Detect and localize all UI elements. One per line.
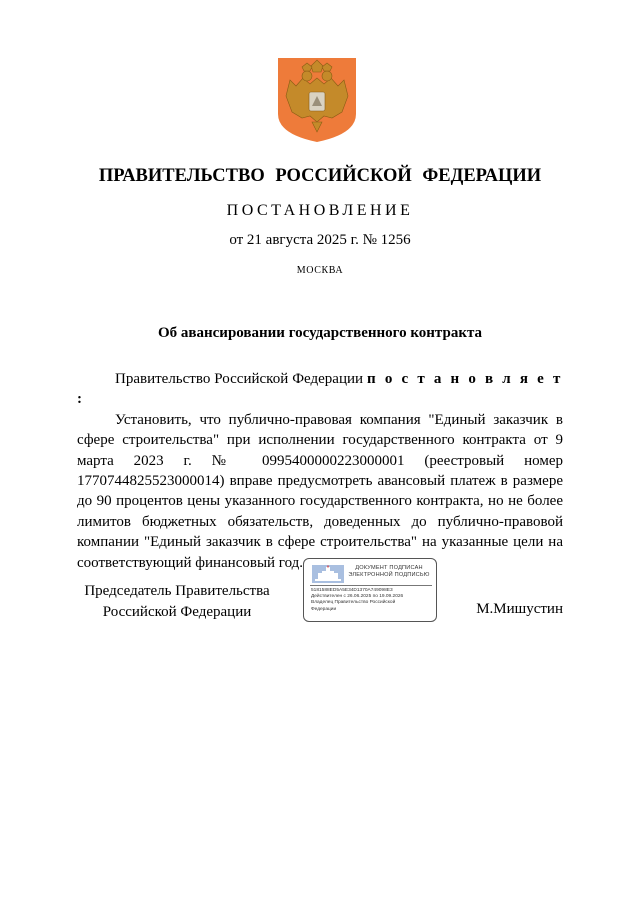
document-body — [77, 369, 563, 573]
document-type: ПОСТАНОВЛЕНИЕ — [226, 202, 414, 219]
government-title: ПРАВИТЕЛЬСТВО РОССИЙСКОЙ ФЕДЕРАЦИИ — [98, 166, 542, 186]
government-building-icon — [312, 565, 344, 583]
stamp-heading-line1: ДОКУМЕНТ ПОДПИСАН — [355, 565, 423, 571]
signer-title — [77, 581, 277, 622]
stamp-owner-line2: Федерации — [311, 606, 337, 612]
signer-name: М.Мишустин — [476, 601, 563, 617]
signer-title-line1: Председатель Правительства — [84, 583, 270, 599]
intro-text: Правительство Российской Федерации — [115, 371, 368, 387]
stamp-owner-line1: Владелец Правительство Российской — [311, 600, 396, 606]
stamp-validity: Действителен с 26.06.2025 по 19.09.2026 — [311, 594, 404, 600]
coat-of-arms-emblem — [276, 56, 358, 144]
resolution-paragraph: Установить, что публично-правовая компания "Единый заказчик в сфере строительства" при исполнении государственного контракта от 9 марта 2023 г. № 0995400000223000001 (реестровый номер 1770744825523000014) вправе предусмотреть авансовый платеж в размере до 90 процентов цены указанного государственного контракта, но не более лимитов бюджетных обязательств, доведенных до публично-правовой компании "Единый заказчик в сфере строительства" на указанные цели на соответствующий финансовый год. — [77, 411, 563, 571]
coat-of-arms-icon — [276, 56, 358, 144]
stamp-heading-line2: ЭЛЕКТРОННОЙ ПОДПИСЬЮ — [348, 572, 430, 578]
stamp-divider — [310, 585, 432, 586]
document-subject: Об авансировании государственного контракта — [157, 325, 483, 341]
stamp-heading — [344, 565, 434, 579]
electronic-signature-stamp — [303, 558, 437, 622]
resolves-keyword: п о с т а н о в л я е т : — [77, 371, 563, 408]
document-date-number: от 21 августа 2025 г. № 1256 — [229, 232, 411, 248]
resolution-intro — [77, 369, 563, 410]
document-city: МОСКВА — [296, 265, 344, 276]
stamp-details — [311, 588, 435, 613]
signer-title-line2: Российской Федерации — [102, 603, 252, 620]
stamp-certificate: 5181588ED5A5E34D1370A749098E3 — [311, 588, 393, 593]
